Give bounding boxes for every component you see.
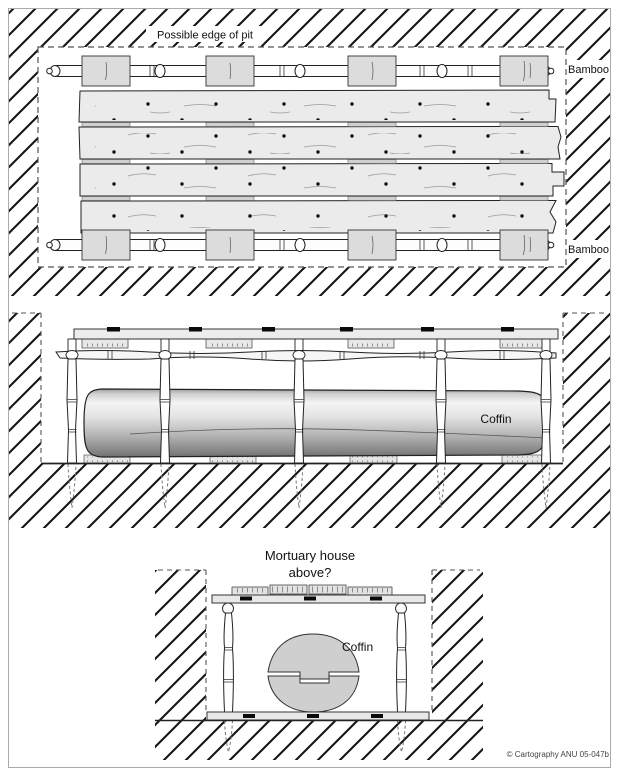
cover-plank-edge [74,329,558,339]
panel-cross-section [155,548,483,760]
earth-hatching [432,570,483,720]
cartography-credit: © Cartography ANU 05-047b [506,750,609,759]
bamboo-rail [56,351,556,362]
coffin-label-section: Coffin [342,640,374,654]
panel-plan-view [8,8,612,296]
earth-hatching [155,570,206,720]
bamboo-label-top: Bamboo [568,64,609,76]
earth-hatching [155,720,483,760]
coffin-label-side: Coffin [480,412,512,426]
bamboo-label-bottom: Bamboo [568,244,609,256]
mortuary-house-label-line2: above? [288,565,332,580]
coffin-cylinder [84,389,546,457]
pit-edge-label: Possible edge of pit [156,29,254,42]
panel-side-elevation [8,313,610,528]
coffin-base [268,676,359,712]
mortuary-house-label-line1: Mortuary house [264,548,356,563]
